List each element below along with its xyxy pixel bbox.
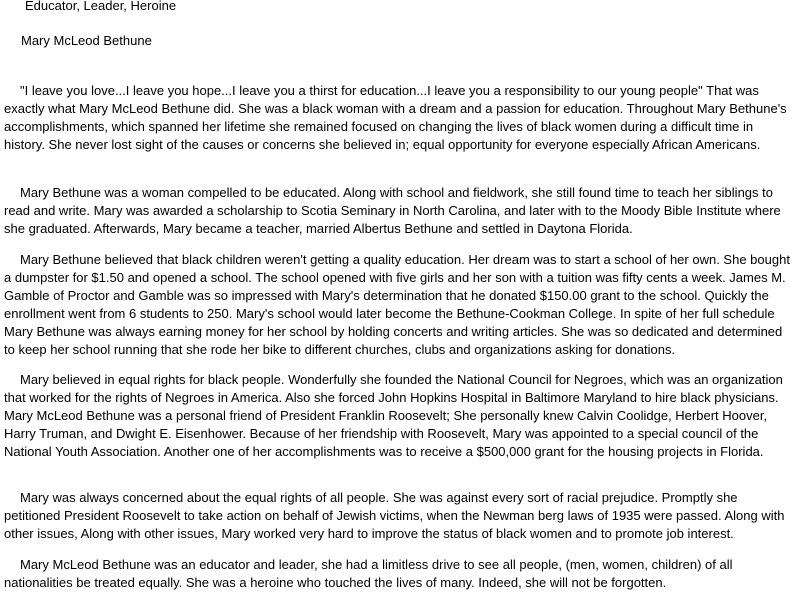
paragraph-intro-quote: "I leave you love...I leave you hope...I leave you a thirst for education...I leave you a responsibility to our young people" That was exactly what Mary McLeod Bethune did. She was a black woman with a dream and a passion for education. Throughout Mary Bethune's accomplishments, which spanned her lifetime she remained focused on changing the lives of black women during a difficult time in history. She never lost sight of the causes or concerns she believed in; equal opportunity for everyone especially African Americans. bbox=[4, 83, 787, 152]
document-author: Mary McLeod Bethune bbox=[21, 33, 152, 48]
paragraph-equal-rights: Mary believed in equal rights for black people. Wonderfully she founded the National Council for Negroes, which was an organization that worked for the rights of Negroes in America. Also she forced John Hopkins Hospital in Baltimore Maryland to hire black physicians. Mary McLeod Bethune was a personal friend of President Franklin Roosevelt; She personally knew Calvin Coolidge, Herbert Hoover, Harry Truman, and Dwight E. Eisenhower. Because of her friendship with Roosevelt, Mary was appointed to a special council of the National Youth Association. Another one of her accomplishments was to receive a $500,000 grant for the housing projects in Florida. bbox=[4, 372, 783, 459]
paragraph-racial-prejudice: Mary was always concerned about the equal rights of all people. She was against every sort of racial prejudice. Promptly she petitioned President Roosevelt to take action on behalf of Jewish victims, when the Newman berg laws of 1935 were passed. Along with other issues, Along with other issues, Mary worked very hard to improve the status of black women and to promote job interest. bbox=[4, 490, 785, 541]
document-title: Educator, Leader, Heroine bbox=[25, 0, 177, 13]
paragraph-school: Mary Bethune believed that black children weren't getting a quality education. Her dream was to start a school of her own. She bought a dumpster for $1.50 and opened a school. The school opened with five girls and her son with a tuition was fifty cents a week. James M. Gamble of Proctor and Gamble was so impressed with Mary's determination that he donated $150.00 grant to the school. Quickly the enrollment went from 6 students to 250. Mary's school would later become the Bethune-Cookman College. In spite of her full schedule Mary Bethune was always earning money for her school by holding concerts and writing articles. She was so dedicated and determined to keep her school running that she rode her bike to different churches, clubs and organizations asking for donations. bbox=[4, 252, 790, 357]
paragraph-education: Mary Bethune was a woman compelled to be educated. Along with school and fieldwork, she still found time to teach her siblings to read and write. Mary was awarded a scholarship to Scotia Seminary in North Carolina, and later with to the Moody Bible Institute where she graduated. Afterwards, Mary became a teacher, married Albertus Bethune and settled in Daytona Florida. bbox=[4, 185, 781, 236]
paragraph-conclusion: Mary McLeod Bethune was an educator and leader, she had a limitless drive to see all people, (men, women, children) of all nationalities be treated equally. She was a heroine who touched the lives of many. Indeed, she will not be forgotten. bbox=[4, 557, 733, 590]
